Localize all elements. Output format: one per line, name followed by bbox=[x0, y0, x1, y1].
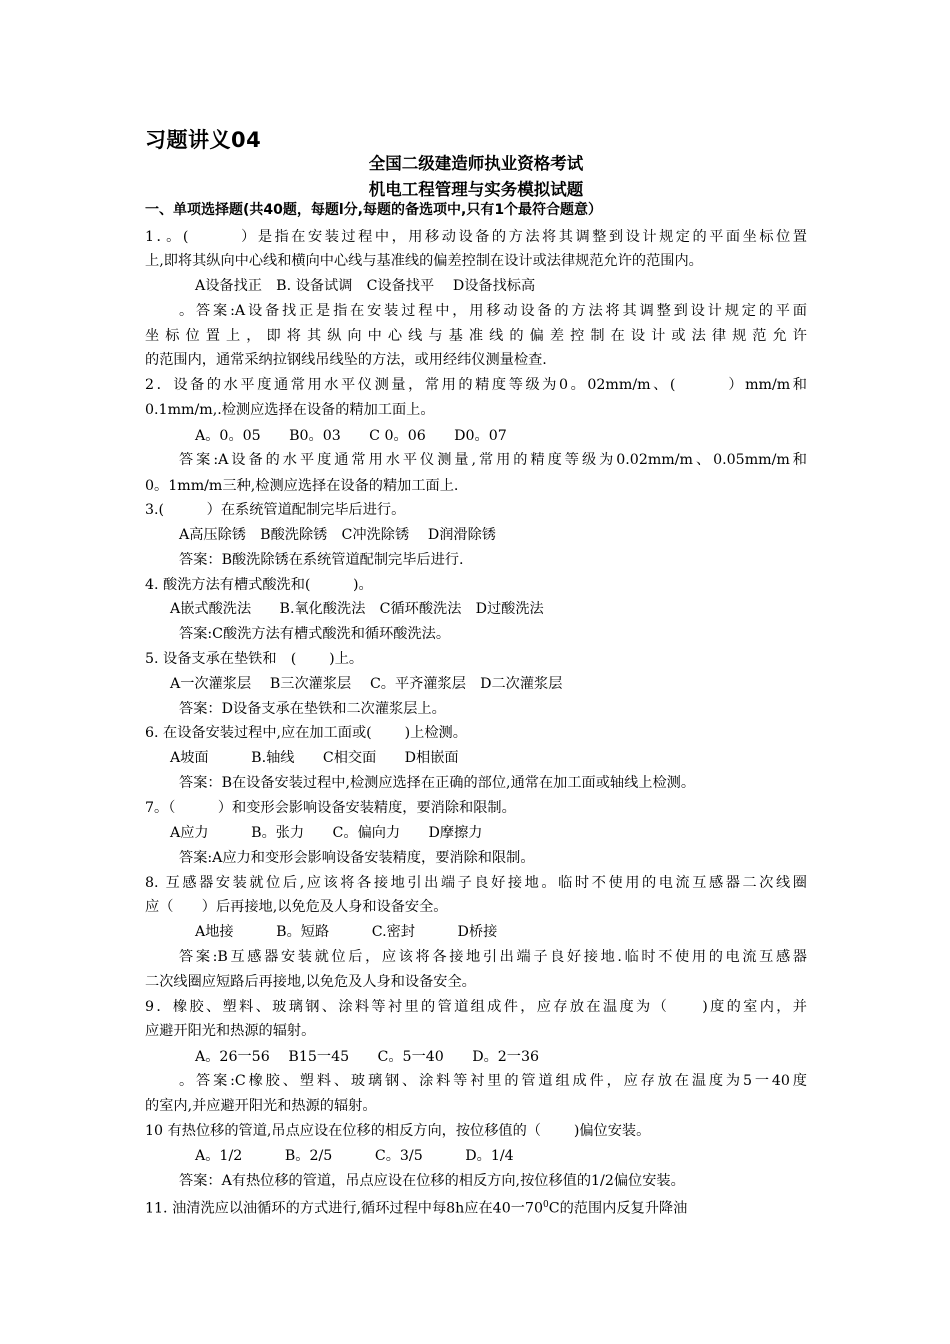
question-11-text: 11. 油清洗应以油循环的方式进行,循环过程中每8h应在40一70 bbox=[145, 1200, 543, 1217]
question-10-options: A。1/2 B。2/5 C。3/5 D。1/4 bbox=[195, 1148, 514, 1164]
answer-8-line-1: 答案:B互感器安装就位后，应该将各接地引出端子良好接地.临时不使用的电流互感器 bbox=[179, 949, 807, 965]
answer-8-line-2: 二次线圈应短路后再接地,以免危及人身和设备安全。 bbox=[145, 974, 476, 990]
question-2-options: A。0。05 B0。03 C 0。06 D0。07 bbox=[195, 428, 507, 444]
question-9-line-1: 9．橡胶、塑料、玻璃钢、涂料等衬里的管道组成件，应存放在温度为（ )度的室内，并 bbox=[145, 999, 807, 1015]
question-4: 4. 酸洗方法有槽式酸洗和( )。 bbox=[145, 577, 373, 593]
answer-10: 答案：A有热位移的管道，吊点应设在位移的相反方向,按位移值的1/2偏位安装。 bbox=[179, 1173, 685, 1189]
question-11-line-1 bbox=[145, 1193, 807, 1221]
question-6-options: A坡面 B.轴线 C相交面 D相嵌面 bbox=[170, 750, 459, 766]
answer-1-line-1: 。答案:A设备找正是指在安装过程中，用移动设备的方法将其调整到设计规定的平面 bbox=[179, 303, 807, 319]
answer-9-line-1: 。答案:C橡胶、塑料、玻璃钢、涂料等衬里的管道组成件，应存放在温度为5一40度 bbox=[179, 1073, 807, 1089]
degree-superscript: 0 bbox=[542, 1200, 549, 1210]
answer-7: 答案:A应力和变形会影响设备安装精度，要消除和限制。 bbox=[179, 850, 535, 866]
question-11-text-end: C的范围内反复升降油 bbox=[548, 1200, 688, 1217]
answer-2-line-1: 答案:A设备的水平度通常用水平仪测量,常用的精度等级为0.02mm/m、0.05mm/m和 bbox=[179, 452, 807, 468]
question-10: 10 有热位移的管道,吊点应设在位移的相反方向，按位移值的（ )偏位安装。 bbox=[145, 1123, 651, 1139]
question-5: 5. 设备支承在垫铁和 ( )上。 bbox=[145, 651, 364, 667]
answer-9-line-2: 的室内,并应避开阳光和热源的辐射。 bbox=[145, 1098, 377, 1114]
question-6: 6. 在设备安装过程中,应在加工面或( )上检测。 bbox=[145, 725, 467, 741]
question-9-options: A。26一56 B15一45 C。5一40 D。2一36 bbox=[195, 1049, 540, 1065]
answer-1-line-3: 的范围内，通常采纳拉钢线吊线坠的方法，或用经纬仪测量检查. bbox=[145, 352, 547, 368]
question-1-line-1: 1．。( ）是指在安装过程中，用移动设备的方法将其调整到设计规定的平面坐标位置 bbox=[145, 229, 807, 245]
question-1-line-2: 上,即将其纵向中心线和横向中心线与基准线的偏差控制在设计或法律规范允许的范围内。 bbox=[145, 253, 703, 269]
question-8-line-2: 应（ ）后再接地,以免危及人身和设备安全。 bbox=[145, 899, 448, 915]
question-7: 7。（ ）和变形会影响设备安装精度，要消除和限制。 bbox=[145, 800, 516, 816]
question-5-options: A一次灌浆层 B三次灌浆层 C。平齐灌浆层 D二次灌浆层 bbox=[170, 676, 563, 692]
exam-title: 全国二级建造师执业资格考试 bbox=[368, 154, 584, 173]
question-3: 3.( ）在系统管道配制完毕后进行。 bbox=[145, 502, 406, 518]
question-9-line-2: 应避开阳光和热源的辐射。 bbox=[145, 1023, 316, 1039]
question-8-options: A地接 B。短路 C.密封 D桥接 bbox=[195, 924, 498, 940]
question-2-line-1: 2．设备的水平度通常用水平仪测量，常用的精度等级为0。02mm/m、( ）mm/m和 bbox=[145, 377, 807, 393]
question-7-options: A应力 B。张力 C。偏向力 D摩擦力 bbox=[170, 825, 483, 841]
answer-2-line-2: 0。1mm/m三种,检测应选择在设备的精加工面上. bbox=[145, 478, 459, 494]
answer-6: 答案：B在设备安装过程中,检测应选择在正确的部位,通常在加工面或轴线上检测。 bbox=[179, 775, 696, 791]
answer-5: 答案：D设备支承在垫铁和二次灌浆层上。 bbox=[179, 701, 446, 717]
question-3-options: A高压除锈 B酸洗除锈 C冲洗除锈 D润滑除锈 bbox=[179, 527, 496, 543]
section-heading: 一、单项选择题(共40题，每题l分,每题的备选项中,只有1个最符合题意） bbox=[145, 202, 603, 218]
question-8-line-1: 8. 互感器安装就位后,应该将各接地引出端子良好接地。临时不使用的电流互感器二次线圈 bbox=[145, 875, 807, 891]
answer-4: 答案:C酸洗方法有槽式酸洗和循环酸洗法。 bbox=[179, 626, 451, 642]
document-title: 习题讲义04 bbox=[145, 128, 262, 152]
question-1-options: A设备找正 B. 设备试调 C设备找平 D设备找标高 bbox=[195, 278, 536, 294]
question-4-options: A嵌式酸洗法 B.氧化酸洗法 C循环酸洗法 D过酸洗法 bbox=[170, 601, 544, 617]
exam-subtitle: 机电工程管理与实务模拟试题 bbox=[368, 180, 584, 199]
answer-1-line-2: 坐标位置上，即将其纵向中心线与基准线的偏差控制在设计或法律规范允许 bbox=[145, 328, 807, 344]
question-2-line-2: 0.1mm/m,.检测应选择在设备的精加工面上。 bbox=[145, 402, 435, 418]
answer-3: 答案：B酸洗除锈在系统管道配制完毕后进行. bbox=[179, 552, 464, 568]
